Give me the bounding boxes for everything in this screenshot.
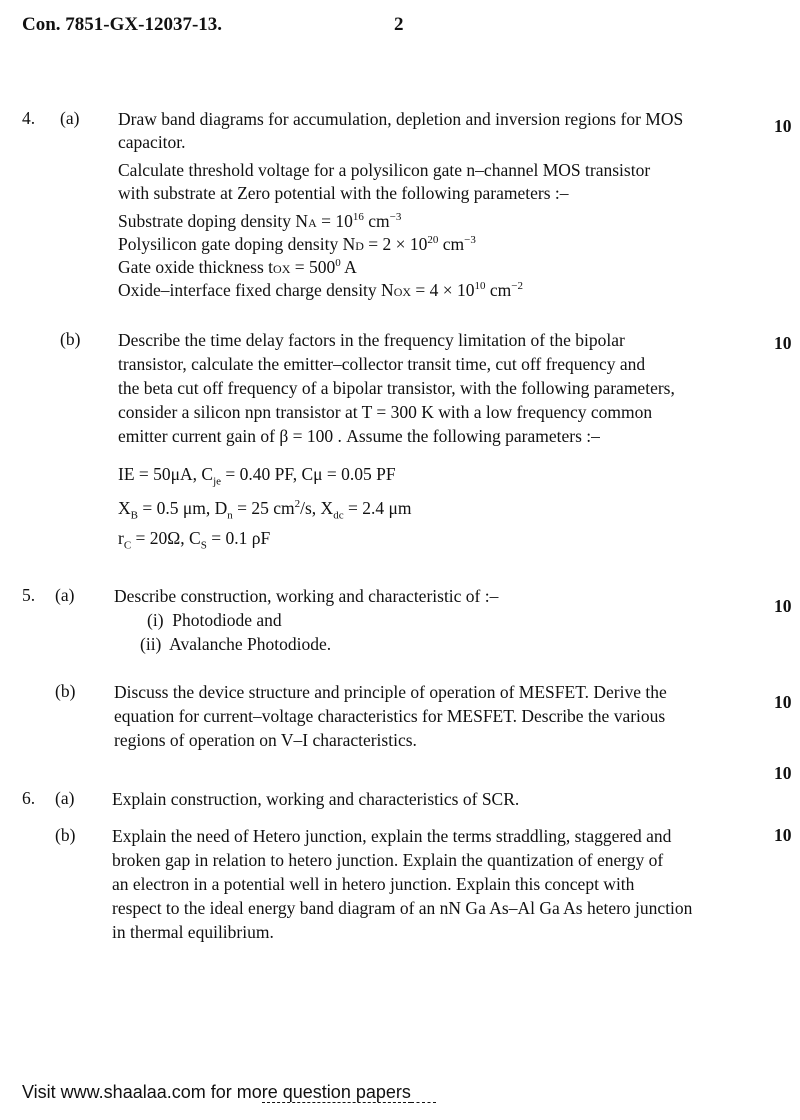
parameter-line: Oxide–interface fixed charge density NOX = $4 \times 10^{10}$ $cm^{-2}$ <box>118 279 523 303</box>
question-text: capacitor. <box>118 132 186 152</box>
question-text: Draw band diagrams for accumulation, depletion and inversion regions for MOS <box>118 109 684 129</box>
marks: 10 <box>774 116 792 136</box>
question-text: (ii) Avalanche Photodiode. <box>140 634 332 654</box>
question-text: emitter current gain of β = 100 . Assume the following parameters :– <box>118 426 600 446</box>
question-text: Explain the need of Hetero junction, explain the terms straddling, staggered and <box>112 826 672 846</box>
part-label: (a) <box>55 585 75 605</box>
parameter-line: $r_C = 20\Omega$, $C_S = 0.1$ ρF <box>118 528 271 552</box>
question-text: Discuss the device structure and principle of operation of MESFET. Derive the <box>114 682 667 702</box>
part-label: (b) <box>60 329 81 349</box>
marks: 10 <box>774 692 792 712</box>
paper-code: Con. 7851-GX-12037-13. <box>22 14 223 35</box>
question-text: in thermal equilibrium. <box>112 922 274 942</box>
question-text: regions of operation on V–I characteristics. <box>114 730 417 750</box>
question-number: 5. <box>22 585 36 605</box>
question-text: Explain construction, working and characteristics of SCR. <box>112 789 520 809</box>
parameter-line: Gate oxide thickness tOX = $500^0$ A <box>118 256 357 280</box>
page-number: 2 <box>394 14 404 35</box>
question-text: broken gap in relation to hetero junction. Explain the quantization of energy of <box>112 850 664 870</box>
question-text: respect to the ideal energy band diagram of an nN Ga As–Al Ga As hetero junction <box>112 898 693 918</box>
question-text: Calculate threshold voltage for a polysilicon gate n–channel MOS transistor <box>118 160 651 180</box>
question-number: 4. <box>22 108 36 128</box>
question-text: Describe construction, working and characteristic of :– <box>114 586 499 606</box>
parameter-line: $X_B = 0.5$ μm, $D_n = 25$ $cm^2/s$, $X_{dc} = 2.4$ μm <box>118 498 412 522</box>
marks: 10 <box>774 596 792 616</box>
question-number: 6. <box>22 788 36 808</box>
question-text: transistor, calculate the emitter–collector transit time, cut off frequency and <box>118 354 646 374</box>
question-text: consider a silicon npn transistor at T = 300 K with a low frequency common <box>118 402 653 422</box>
question-text: the beta cut off frequency of a bipolar transistor, with the following parameters, <box>118 378 675 398</box>
question-text: (i) Photodiode and <box>147 610 282 630</box>
marks: 10 <box>774 333 792 353</box>
part-label: (b) <box>55 825 76 845</box>
question-text: an electron in a potential well in hetero junction. Explain this concept with <box>112 874 635 894</box>
footer-link[interactable]: Visit www.shaalaa.com for more question papers <box>22 1082 436 1103</box>
marks: 10 <box>774 763 792 783</box>
question-text: Describe the time delay factors in the frequency limitation of the bipolar <box>118 330 625 350</box>
part-label: (b) <box>55 681 76 701</box>
part-label: (a) <box>60 108 80 128</box>
parameter-line: IE = 50μA, $C_{je} = 0.40$ PF, Cμ = 0.05 PF <box>118 464 396 488</box>
parameter-line: Substrate doping density NA = $10^{16}$ $cm^{-3}$ <box>118 210 401 234</box>
part-label: (a) <box>55 788 75 808</box>
question-text: equation for current–voltage characteristics for MESFET. Describe the various <box>114 706 666 726</box>
marks: 10 <box>774 825 792 845</box>
parameter-line: Polysilicon gate doping density ND = $2 \times 10^{20}$ $cm^{-3}$ <box>118 233 476 257</box>
question-text: with substrate at Zero potential with the following parameters :– <box>118 183 569 203</box>
